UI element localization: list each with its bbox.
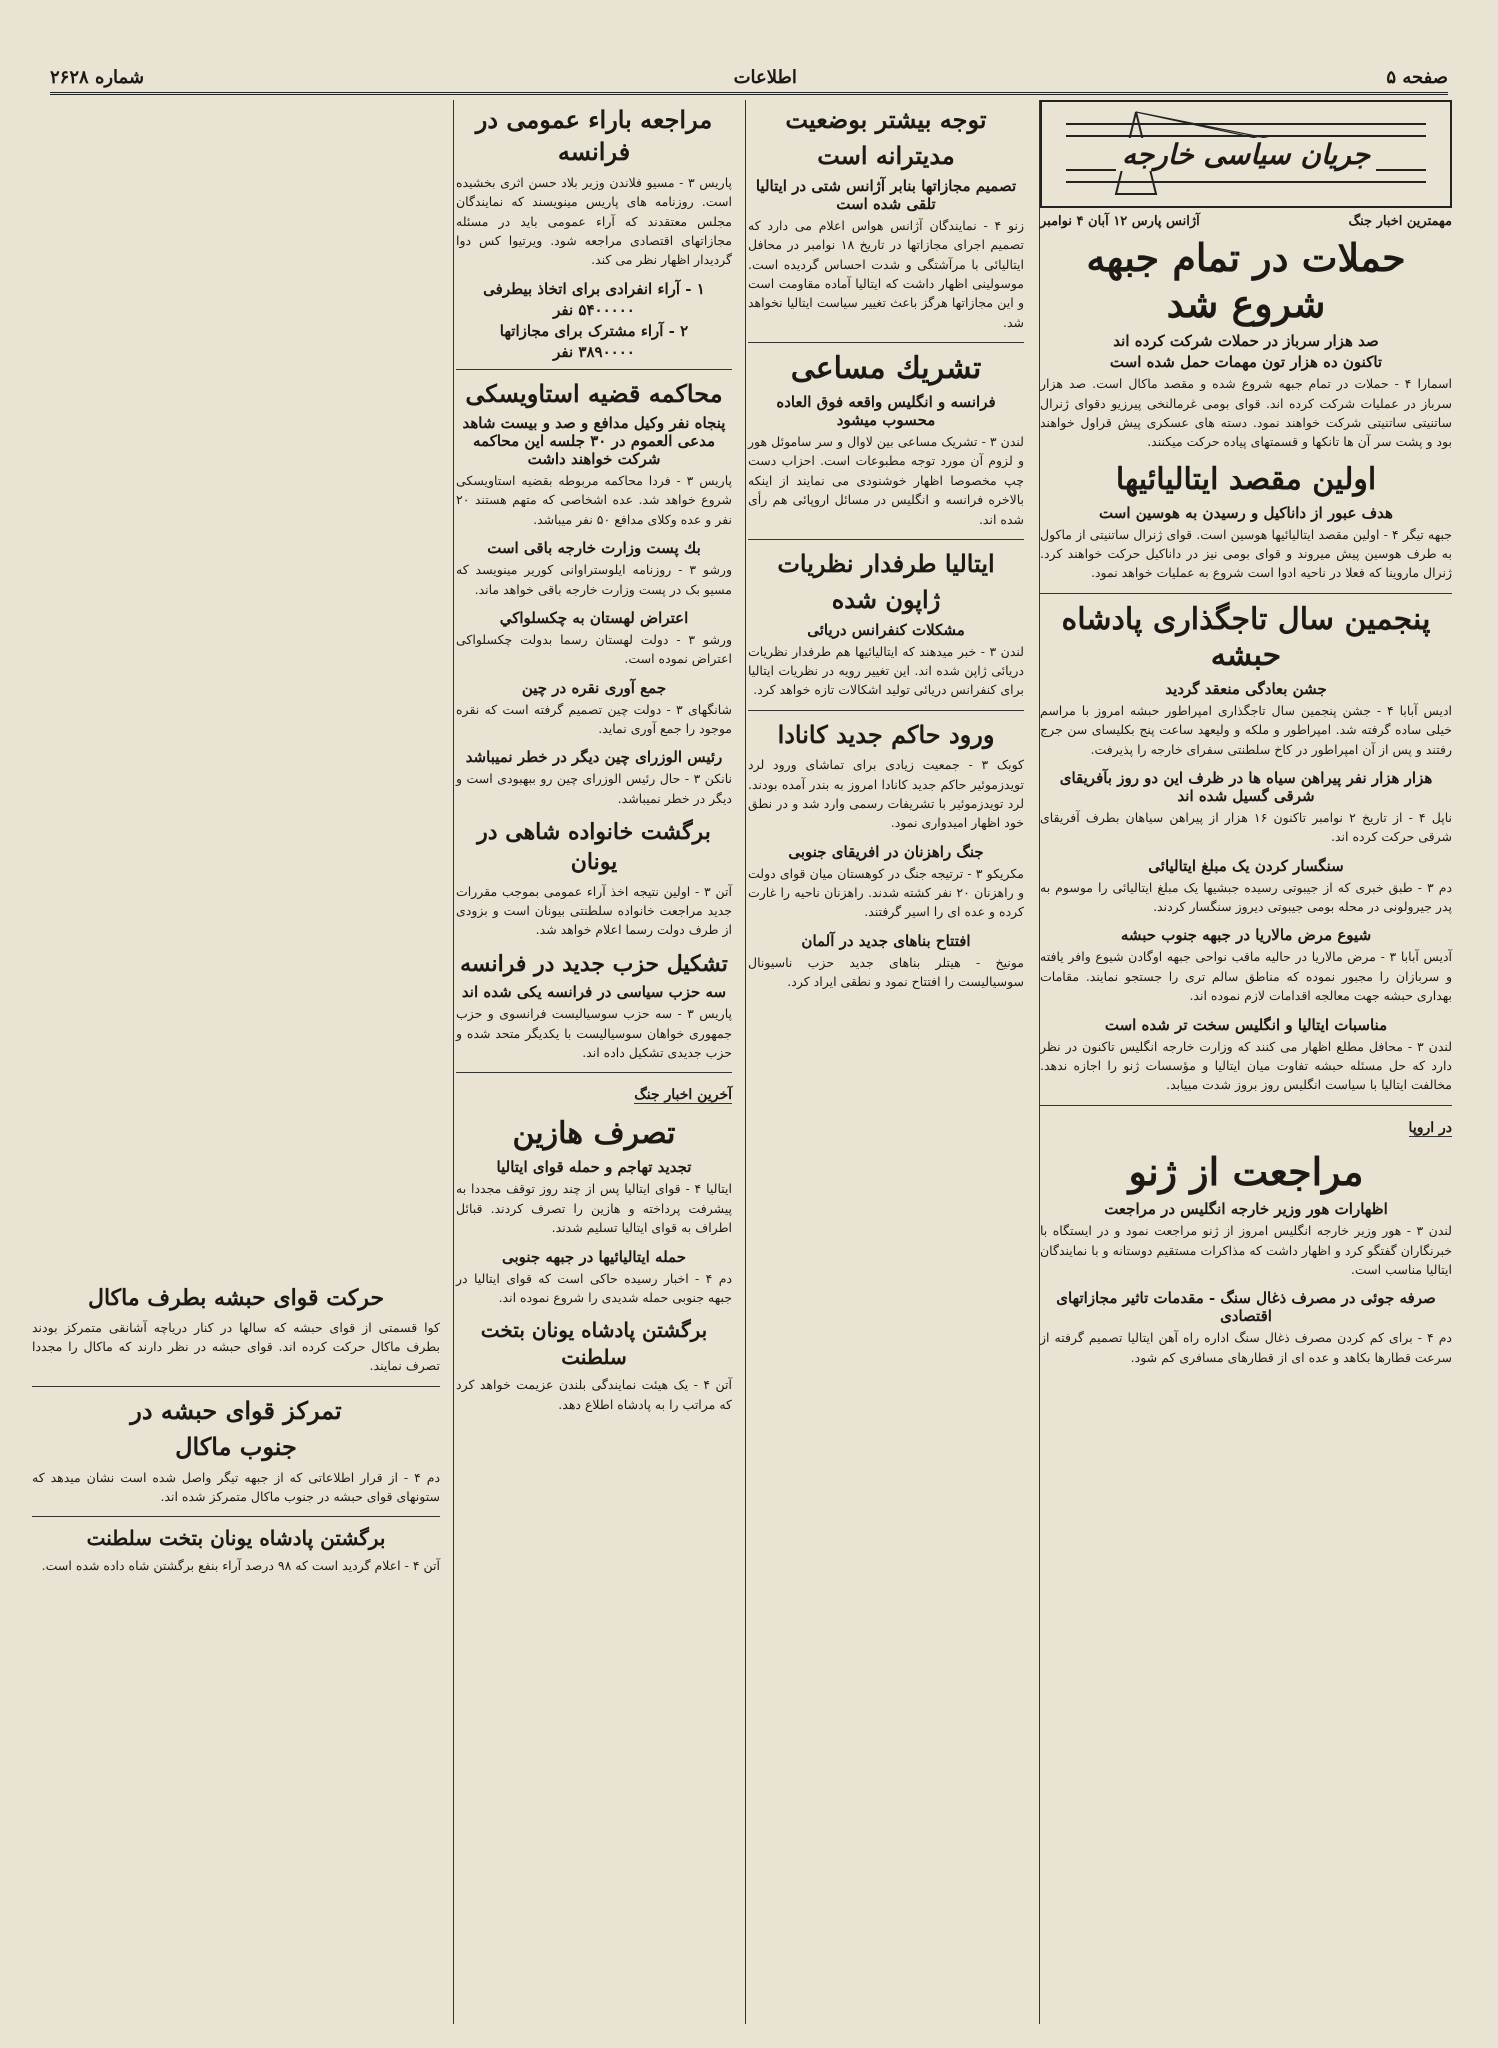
continued-content <box>32 100 440 1280</box>
subheadline: شیوع مرض مالاریا در جبهه جنوب حبشه <box>1120 926 1372 945</box>
subheadline: اظهارات هور وزیر خارجه انگلیس در مراجعت <box>1104 1200 1388 1219</box>
article-body: ناپل ۴ - از تاریخ ۲ نوامبر تاکنون ۱۶ هزار از پیراهن سیاهان بطرف آفریقای شرقی حرکت کرده اند. <box>1040 809 1452 845</box>
subheadline: بك پست وزارت خارجه باقی است <box>487 539 701 558</box>
divider <box>456 1072 732 1073</box>
headline: محاکمه قضیه استاویسکی <box>465 378 723 408</box>
subheadline: جمع آوری نقره در چین <box>521 678 667 697</box>
subheadline: صرفه جوئی در مصرف ذغال سنگ - مقدمات تاثیر مجازاتهای اقتصادی <box>1056 1289 1436 1326</box>
subheadline: تصمیم مجازاتها بنابر آژانس شتی در ایتالیا تلقی شده است <box>755 176 1017 213</box>
divider <box>748 342 1024 343</box>
headline: برگشتن پادشاه یونان بتخت سلطنت <box>86 1526 386 1551</box>
article-body: ورشو ۳ - دولت لهستان رسما بدولت چکسلواکی اعتراض نموده است. <box>456 631 732 667</box>
subheadline: تجدید تهاجم و حمله قوای ایتالیا <box>496 1158 692 1177</box>
article-body: لندن ۳ - هور وزیر خارجه انگلیس امروز از ژنو مراجعت نمود و در ایستگاه با خبرنگاران گفتگو کرد و اظهار داشت که مذاکرات مستقیم دوستانه و با نمایندگان ایتالیا مناسب است. <box>1040 1223 1452 1278</box>
column-3 <box>450 100 738 2024</box>
article-body: لندن ۳ - خبر میدهند که ایتالیائیها هم طرفدار نظریات دریائی ژاپن شده اند. این تغییر رویه در نظریات ایتالیا برای کنفرانس دریائی تولید اشکالات تازه خواهد کرد. <box>748 643 1024 698</box>
article-body: کوبک ۳ - جمعیت زیادی برای تماشای ورود لرد تویدزموئیر حاکم جدید کانادا امروز به بندر آمده بودند. لرد تویدزموئیر با تشریفات رسمی وارد شد و در نطق خود اظهار امیدواری نمود. <box>748 757 1024 831</box>
article-body: دم ۴ - از قرار اطلاعاتی که از جبهه تیگر واصل شده است نشان میدهد که ستونهای قوای حبشه در جنوب ماکال متمرکز شده اند. <box>32 1469 441 1504</box>
dateline <box>1040 214 1452 229</box>
headline: ژاپون شده <box>831 585 941 615</box>
section-banner <box>1040 100 1452 208</box>
divider <box>32 1516 440 1517</box>
headline: اولین مقصد ایتالیائیها <box>1115 461 1377 497</box>
section-tag: در اروپا <box>1408 1119 1452 1136</box>
subheadline: هدف عبور از داناکیل و رسیدن به هوسین است <box>1099 503 1393 522</box>
issue-number: شماره ۲۶۲۸ <box>50 66 145 88</box>
subheadline: پنجاه نفر وکیل مدافع و صد و بیست شاهد مدعی العموم در ۳۰ جلسه این محاکمه شرکت خواهند داشت <box>462 414 726 469</box>
divider <box>748 539 1024 540</box>
dateline-right: مهمترین اخبار جنگ <box>1348 214 1452 229</box>
article-body: پاریس ۳ - فردا محاکمه مربوطه بقضیه استاویسکی شروع خواهد شد. عده اشخاصی که متهم هستند ۲۰ نفر و عده وکلای مدافع ۵۰ نفر میباشد. <box>456 473 732 527</box>
headline: حملات در تمام جبهه شروع شد <box>1086 235 1406 326</box>
poll-result-label: ۱ - آراء انفرادی برای اتخاذ بیطرفی <box>483 279 705 298</box>
headline: پنجمین سال تاجگذاری پادشاه حبشه <box>1061 601 1431 673</box>
article-body: مکریکو ۳ - ترتیجه جنگ در کوهستان میان قوای دولت و راهزنان ۲۰ نفر کشته شدند. راهزنان ناحیه را غارت کرده و عده ای را اسیر گرفتند. <box>748 865 1025 920</box>
page-label: صفحه ۵ <box>1386 66 1448 88</box>
article-body: دم ۴ - برای کم کردن مصرف ذغال سنگ اداره راه آهن ایتالیا تصمیم گرفته از سرعت قطارها بکاهد و عده ای از قطارهای مسافری کم شود. <box>1040 1330 1452 1365</box>
poll-result-label: ۲ - آراء مشترک برای مجازاتها <box>499 321 689 340</box>
divider <box>1040 593 1452 594</box>
headline: تصرف هازین <box>512 1116 676 1152</box>
headline: برگشت خانواده شاهی در یونان <box>477 819 711 875</box>
divider <box>1040 1105 1452 1106</box>
subheadline: مناسبات ایتالیا و انگلیس سخت تر شده است <box>1104 1015 1388 1034</box>
headline: توجه بیشتر بوضعیت <box>785 105 987 134</box>
headline: تمرکز قوای حبشه در <box>130 1395 342 1425</box>
subheadline: مشکلات کنفرانس دریائی <box>807 620 965 639</box>
article-body: پاریس ۳ - مسیو فلاندن وزیر بلاد حسن اثری بخشیده است. روزنامه های پاریس مینویسند که نمایندگان مجلس معتقدند که آراء عمومی باید در مسئله مجازاتهای اقتصادی مراجعه شود. ویرتیوا کس دوا گردیدار اظهار نظر می کند. <box>456 174 732 268</box>
section-tag: آخرین اخبار جنگ <box>634 1087 732 1104</box>
subheadline: جنگ راهزنان در افریقای جنوبی <box>788 842 984 861</box>
subheadline: صد هزار سرباز در حملات شرکت کرده اند <box>1113 332 1379 351</box>
divider <box>748 710 1024 711</box>
article-body: لندن ۳ - محافل مطلع اظهار می کنند که وزارت خارجه انگلیس تاکنون در نظر دارد که حل مسئله حبشه تفاوت میان ایتالیا و مؤسسات ژنو را اجازه ندهد. مخالفت ایتالیا با سیاست انگلیس روز بروز شدت مییابد. <box>1040 1038 1452 1093</box>
article-body: شانگهای ۳ - دولت چین تصمیم گرفته است که نقره موجود را جمع آوری نماید. <box>456 701 733 737</box>
headline: جنوب ماکال <box>175 1432 297 1462</box>
article-body: نانکن ۳ - حال رئیس الوزرای چین رو ببهبودی است و دیگر در خطر نمیباشد. <box>456 771 732 806</box>
article-body: آتن ۴ - اعلام گردید است که ۹۸ درصد آراء بنفع برگشتن شاه داده شده است. <box>41 1558 440 1574</box>
column-foreign-news <box>1034 100 1458 2024</box>
divider <box>32 1386 440 1387</box>
headline: مراجعه باراء عمومی در فرانسه <box>475 105 713 167</box>
headline: ورود حاکم جدید کانادا <box>777 719 995 749</box>
article-body: ورشو ۳ - روزنامه ایلوستراوانی کوریر مینویسد که مسیو بک در پست وزارت خارجه باقی خواهد ماند. <box>456 562 732 597</box>
article-body: دم ۴ - اخبار رسیده حاکی است که قوای ایتالیا در جبهه جنوبی حمله شدیدی را شروع نموده اند. <box>456 1270 733 1305</box>
headline: تشکیل حزب جدید در فرانسه <box>460 950 728 977</box>
article-body: زنو ۴ - نمایندگان آژانس هواس اعلام می دارد که تصمیم اجرای مجازاتها در تاریخ ۱۸ نوامبر در محافل ایتالیائی با مرآشتگی و شدت احساس گردیده است. موسولینی اظهار داشت که ایتالیا آماده مقاومت است و این مجازاتها هرگز باعث تغییر سیاست ایتالیا نخواهد شد. <box>748 217 1024 330</box>
column-4 <box>26 100 446 2024</box>
article-body: آتن ۴ - یک هیئت نمایندگی بلندن عزیمت خواهد کرد که مراتب را به پادشاه اطلاع دهد. <box>456 1377 732 1412</box>
subheadline: سه حزب سیاسی در فرانسه یکی شده اند <box>461 983 727 1002</box>
article-body: ادیس آبابا ۴ - جشن پنجمین سال تاجگذاری امپراطور حبشه امروز با مراسم خیلی ساده گرفته شد. امپراطور و ملکه و ولیعهد ساعت پنج بکلیسای سن جرج رفتند و پس از آن امپراطور در کاخ سلطنتی سفرای خارجه را پذیرفت. <box>1040 702 1452 757</box>
divider <box>456 369 732 370</box>
article-body: کوا قسمتی از قوای حبشه که سالها در کنار دریاچه آشانقی متمرکز بودند بطرف ماکال حرکت کرده اند. قوای حبشه در نظر دارند که ماکال را مجددا تصرف نمایند. <box>32 1319 440 1374</box>
article-body: پاریس ۳ - سه حزب سوسیالیست فرانسوی و حزب جمهوری خواهان سوسیالیست با یکدیگر متحد شده و حزب جدیدی تشکیل داده اند. <box>456 1006 732 1061</box>
subheadline: رئیس الوزرای چین دیگر در خطر نمیباشد <box>465 748 723 767</box>
article-body: جبهه تیگر ۴ - اولین مقصد ایتالیائیها هوسین است. قوای ژنرال ساتنیتی از ماکول به طرف هوسین پیش میروند و قوای بومی نیز در داناکیل حرکت خواهند کرد. ژنرال ماروینا که فعلا در ناحیه ادوا است شروع به عملیات خواهد نمود. <box>1040 526 1452 581</box>
poll-result-value: ۵۴۰۰۰۰۰ نفر <box>553 300 635 319</box>
column-2 <box>742 100 1030 2024</box>
article-body: مونیخ - هیتلر بناهای جدید حزب ناسیونال سوسیالیست را افتتاح نمود و نطقی ایراد کرد. <box>748 954 1024 990</box>
subheadline: حمله ایتالیائیها در جبهه جنوبی <box>501 1247 687 1266</box>
headline: ایتالیا طرفدار نظریات <box>777 548 995 578</box>
article-body: اسمارا ۴ - حملات در تمام جبهه شروع شده و مقصد ماکال است. صد هزار سرباز در عملیات شرکت کرده اند. قوای بومی غرمالنخی پیرزیو دقوای ژنرال ساتنیتی ساتنیتی شرکت خواهند نمود. دسته های عسکری پیش قراول خواهند بود و پشت سر آن ها تانکها و قسمتهای پیاده حرکت میکنند. <box>1040 376 1453 450</box>
article-body: آتن ۳ - اولین نتیجه اخذ آراء عمومی بموجب مقررات جدید مراجعت خانواده سلطنتی بیونان است و بزودی از طرف دولت رسما اعلام خواهد شد. <box>456 883 732 938</box>
article-body: آدیس آبابا ۳ - مرض مالاریا در حالیه ماقب نواحی جبهه اوگادن شیوع وافر یافته و سربازان را مجبور نموده که مناطق سالم تری را جستجو نمایند. مقامات بهداری حبشه جهت معالجه اقدامات لازم نموده اند. <box>1040 949 1452 1004</box>
dateline-left: آژانس پارس ۱۲ آبان ۴ نوامبر <box>1040 214 1200 229</box>
masthead <box>50 62 1448 95</box>
poll-result-value: ۳۸۹۰۰۰۰ نفر <box>553 342 635 361</box>
headline: مدیترانه است <box>817 141 955 171</box>
headline: برگشتن پادشاه یونان بتخت سلطنت <box>480 1318 708 1370</box>
subheadline: تاکنون ده هزار تون مهمات حمل شده است <box>1109 353 1383 372</box>
subheadline: اعتراض لهستان به چكسلواكي <box>499 608 689 627</box>
article-body: دم ۳ - طبق خبری که از جیبوتی رسیده جبشیها یک مبلغ ایتالیائی را موسوم به پدر جیرولونی در محله بومی جیبوتی دیروز سنگسار کردند. <box>1040 879 1453 915</box>
subheadline: فرانسه و انگلیس واقعه فوق العاده محسوب میشود <box>776 393 996 430</box>
subheadline: افتتاح بناهای جدید در آلمان <box>801 931 971 950</box>
headline: حرکت قوای حبشه بطرف ماکال <box>87 1285 385 1311</box>
article-body: ایتالیا ۴ - قوای ایتالیا پس از چند روز توقف مجددا به پیشرفت پرداخته و هازین را تصرف کردند. قبائل اطراف به قوای ایتالیا تسلیم شدند. <box>456 1181 732 1236</box>
headline: مراجعت از ژنو <box>1128 1148 1364 1194</box>
paper-name: اطلاعات <box>733 66 797 88</box>
headline: تشریك مساعی <box>790 351 982 387</box>
subheadline: هزار هزار نفر پیراهن سیاه ها در ظرف این دو روز بآفریقای شرقی گسیل شده اند <box>1059 768 1433 805</box>
subheadline: سنگسار کردن یک مبلغ ایتالیائی <box>1148 856 1344 875</box>
banner-title: جریان سیاسی خارجه <box>1116 138 1376 171</box>
subheadline: جشن بعادگی منعقد گردید <box>1165 679 1327 698</box>
article-body: لندن ۳ - تشریک مساعی بین لاوال و سر ساموئل هور و لزوم آن مورد توجه مطبوعات است. احزاب دست چپ مخصوصا اظهار خوشنودی می نمایند از اینکه بالاخره فرانسه و انگلیس در مسائل اروپائی هم رأی شده اند. <box>748 434 1024 527</box>
